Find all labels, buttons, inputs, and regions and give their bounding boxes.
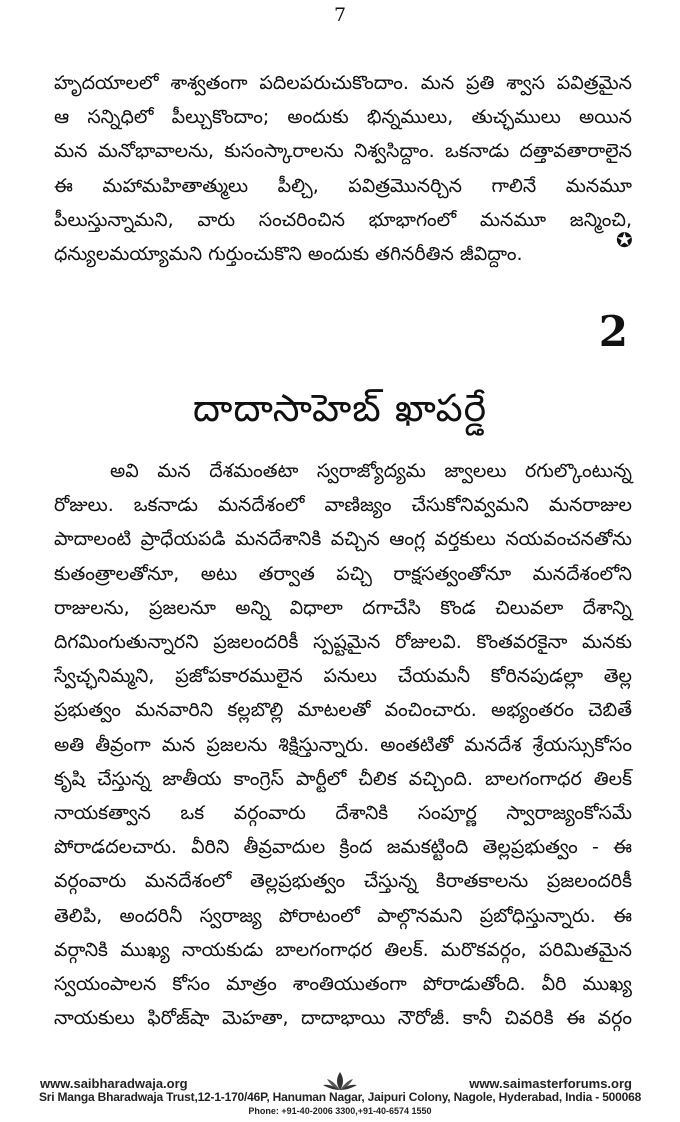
text-line: రోజులు. ఒకనాడు మనదేశంలో వాణిజ్యం చేసుకోనివ్వమని మనరాజుల (54, 494, 632, 517)
text-line: వర్గానికి ముఖ్య నాయకుడు బాలగంగాధర తిలక్. మరొకవర్గం, పరిమితమైన (54, 938, 632, 961)
chapter-number: 2 (598, 307, 628, 356)
text-line: పోరాడదలచారు. వీరిని తీవ్రవాదుల క్రింద జమకట్టింది తెల్లప్రభుత్వం - ఈ (54, 836, 632, 859)
paragraph-continued (54, 66, 632, 271)
section-end-star-icon: ✪ (616, 228, 633, 252)
footer-phone: Phone: +91-40-2006 3300,+91-40-6574 1550 (248, 1106, 432, 1116)
text-line: ధన్యులమయ్యామని గుర్తుంచుకొని అందుకు తగినరీతిన జీవిద్దాం. (54, 243, 523, 266)
text-line: పాదాలంటి ప్రాధేయపడి మనదేశానికి వచ్చిన ఆంగ్ల వర్తకులు నయవంచనతోను (54, 528, 632, 551)
text-line: తెలిపి, అందరినీ స్వరాజ్య పోరాటంలో పాల్గొనమని ప్రబోధిస్తున్నారు. ఈ (54, 904, 632, 927)
lotus-emblem-icon (322, 1070, 358, 1092)
footer-address: Sri Manga Bharadwaja Trust,12-1-170/46P, Hanuman Nagar, Jaipuri Colony, Nagole, Hyderabad, India - 500068 (38, 1090, 642, 1104)
page-footer (0, 1066, 680, 1122)
page-number: 7 (333, 4, 347, 26)
text-line: పీలుస్తున్నామని, వారు సంచరించిన భూభాగంలో మనమూ జన్మించి, (54, 208, 632, 231)
text-line: కుతంత్రాలతోనూ, అటు తర్వాత పచ్చి రాక్షసత్వంతోనూ మనదేశంలోని (54, 562, 632, 585)
text-line: అతి తీవ్రంగా మన ప్రజలను శిక్షిస్తున్నారు. అంతటితో మనదేశ శ్రేయస్సుకోసం (54, 733, 632, 756)
text-line: అవి మన దేశమంతటా స్వరాజ్యోద్యమ జ్వాలలు రగుల్కొంటున్న (110, 460, 632, 482)
footer-website-link[interactable]: www.saibharadwaja.org (40, 1076, 188, 1091)
text-line: స్వయంపాలన కోసం మాత్రం శాంతియుతంగా పోరాడుతోంది. వీరి ముఖ్య (54, 973, 632, 996)
text-line: హృదయాలలో శాశ్వతంగా పదిలపరుచుకొందాం. మన ప్రతి శ్వాస పవిత్రమైన (54, 72, 632, 94)
text-line: ఆ సన్నిధిలో పీల్చుకొందాం; అందుకు భిన్నములు, తుచ్ఛములు అయిన (54, 106, 632, 129)
footer-forum-link[interactable]: www.saimasterforums.org (469, 1076, 632, 1091)
text-line: ఈ మహామహితాత్ములు పీల్చి, పవిత్రమొనర్చిన గాలినే మనమూ (54, 174, 632, 197)
text-line: నాయకత్వాన ఒక వర్గంవారు దేశానికి సంపూర్ణ స్వారాజ్యంకోసమే (54, 802, 632, 825)
text-line: దిగమింగుతున్నారని ప్రజలందరికీ స్పష్టమైన రోజులవి. కొంతవరకైనా మనకు (54, 631, 632, 654)
chapter-paragraph (54, 454, 632, 1035)
text-line: రాజులను, ప్రజలనూ అన్ని విధాలా దగాచేసి కొండ చిలువలా దేశాన్ని (54, 596, 632, 619)
text-line: స్వేచ్ఛనిమ్మని, ప్రజోపకారములైన పనులు చేయమనీ కోరినపుడల్లా తెల్ల (54, 665, 632, 688)
chapter-title: దాదాసాహెబ్ ఖాపర్డే (192, 386, 488, 430)
text-line: వర్గంవారు మనదేశంలో తెల్లప్రభుత్వం చేస్తున్న కిరాతకాలను ప్రజలందరికీ (54, 870, 632, 893)
text-line: నాయకులు ఫిరోజ్‌షా మెహతా, దాదాభాయి నౌరోజీ. కానీ చివరికి ఈ వర్గం (54, 1007, 632, 1030)
text-line: మన మనోభావాలను, కుసంస్కారాలను నిశ్వసిద్దాం. ఒకనాడు దత్తావతారాలైన (54, 140, 632, 163)
text-line: కృషి చేస్తున్న జాతీయ కాంగ్రెస్ పార్టీలో చీలిక వచ్చింది. బాలగంగాధర తిలక్ (54, 767, 632, 790)
text-line: ప్రభుత్వం మనవారిని కల్లబొల్లి మాటలతో వంచించారు. అభ్యంతరం చెబితే (54, 699, 632, 722)
